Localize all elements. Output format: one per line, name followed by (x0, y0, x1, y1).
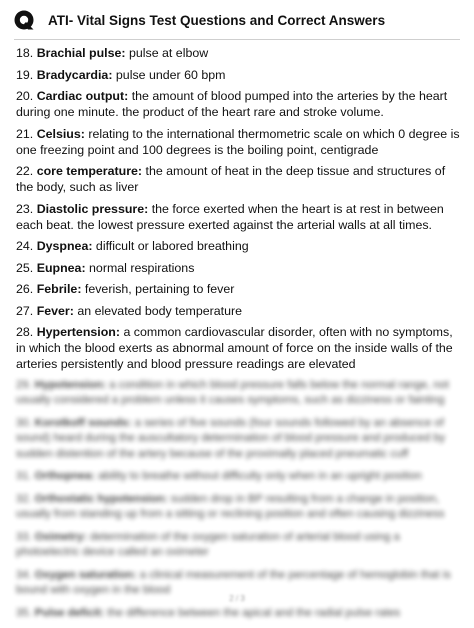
item-term: Dyspnea: (36, 239, 93, 253)
list-item (16, 201, 462, 233)
item-number: 31. (16, 470, 32, 482)
item-definition: a condition in which blood pressure falls below the normal range, not usually considered a problem unless it causes symptoms, such as dizziness or fainting (16, 378, 449, 406)
item-definition: pulse at elbow (128, 46, 209, 60)
item-definition: a common cardiovascular disorder, often with no symptoms, in which the blood exerts as abnormal amount of force on the inside walls of the arteries persistently and blood pressure readings are elevated (16, 325, 453, 371)
list-item (16, 378, 462, 409)
item-definition: feverish, pertaining to fever (84, 282, 235, 296)
list-item (16, 416, 462, 463)
list-item (16, 88, 462, 120)
list-item (16, 469, 462, 485)
item-definition: the amount of heat in the deep tissue and structures of the body, such as liver (16, 164, 446, 194)
item-term: Cardiac output: (36, 89, 129, 103)
item-number: 27. (16, 303, 34, 318)
item-definition: determination of the oxygen saturation of arterial blood using a photoelectric device called an oximeter (16, 530, 400, 558)
item-term: Pulse deficit: (34, 606, 105, 619)
item-term: Orthostatic hypotension: (34, 492, 168, 505)
item-definition: normal respirations (89, 260, 195, 275)
list-item (16, 45, 462, 61)
item-term: Brachial pulse: (36, 46, 126, 60)
document-title: ATI- Vital Signs Test Questions and Correct Answers (48, 13, 386, 28)
item-term: Korotkoff sounds: (34, 416, 132, 429)
item-term: Oximetry: (34, 530, 87, 543)
item-number: 35. (16, 606, 32, 619)
item-term: Diastolic pressure: (36, 201, 149, 216)
list-item (16, 324, 462, 372)
item-term: Eupnea: (36, 260, 86, 275)
item-term: Oxygen saturation: (34, 568, 137, 581)
list-item (16, 303, 462, 319)
list-item (16, 163, 462, 195)
visible-entries (16, 45, 462, 372)
item-definition: pulse under 60 bpm (115, 67, 226, 82)
item-number: 21. (16, 126, 34, 141)
item-number: 26. (16, 282, 34, 296)
list-item (16, 492, 462, 523)
page-number: 2 / 3 (229, 594, 245, 603)
item-definition: relating to the international thermometric scale on which 0 degree is one freezing point and 100 degrees is the boiling point, centigrade (16, 126, 460, 157)
q-logo-icon (14, 10, 34, 30)
item-number: 28. (16, 325, 34, 339)
item-definition: difficult or labored breathing (95, 239, 249, 253)
item-number: 20. (16, 89, 34, 103)
item-number: 25. (16, 260, 34, 275)
item-number: 24. (16, 239, 34, 253)
item-term: Fever: (36, 303, 74, 318)
item-definition: a clinical measurement of the percentage of hemoglobin that is bound with oxygen in the blood (16, 568, 451, 596)
item-number: 19. (16, 67, 34, 82)
list-item (16, 281, 462, 297)
item-number: 33. (16, 530, 32, 543)
item-number: 18. (16, 46, 34, 60)
item-number: 30. (16, 416, 32, 429)
document-header (0, 0, 474, 40)
item-term: Febrile: (36, 282, 82, 296)
flashcard-list (16, 45, 462, 628)
item-definition: the difference between the apical and the radial pulse rates (107, 606, 401, 619)
item-number: 22. (16, 164, 34, 178)
list-item (16, 260, 462, 276)
item-term: core temperature: (36, 164, 143, 178)
item-term: Celsius: (36, 126, 85, 141)
list-item (16, 238, 462, 254)
item-number: 23. (16, 201, 34, 216)
header-divider (14, 39, 460, 40)
item-definition: ability to breathe without difficulty only when in an upright position (98, 470, 422, 482)
item-definition: a series of five sounds (four sounds followed by an absence of sound) heard during the auscultatory determination of blood pressure and produced by sudden distention of the artery because of the proximally placed pneumatic cuff (16, 416, 446, 460)
item-number: 29. (16, 378, 32, 391)
item-number: 34. (16, 568, 32, 581)
list-item (16, 530, 462, 561)
blurred-entries (16, 378, 462, 622)
item-term: Orthopnea: (34, 470, 95, 482)
item-term: Hypertension: (36, 325, 120, 339)
item-definition: an elevated body temperature (77, 303, 242, 318)
list-item (16, 606, 462, 622)
list-item (16, 126, 462, 158)
item-definition: the force exerted when the heart is at rest in between each beat. the lowest pressure exerted against the arterial walls at all times. (16, 201, 444, 232)
item-definition: the amount of blood pumped into the arteries by the heart during one minute. the product of the heart rare and stroke volume. (16, 89, 448, 119)
item-term: Hypotension: (34, 378, 107, 391)
item-number: 32. (16, 492, 32, 505)
list-item (16, 67, 462, 83)
item-term: Bradycardia: (36, 67, 113, 82)
item-definition: sudden drop in BP resulting from a change in position, usually from standing up from a sitting or reclining position and often causing dizziness (16, 492, 445, 520)
